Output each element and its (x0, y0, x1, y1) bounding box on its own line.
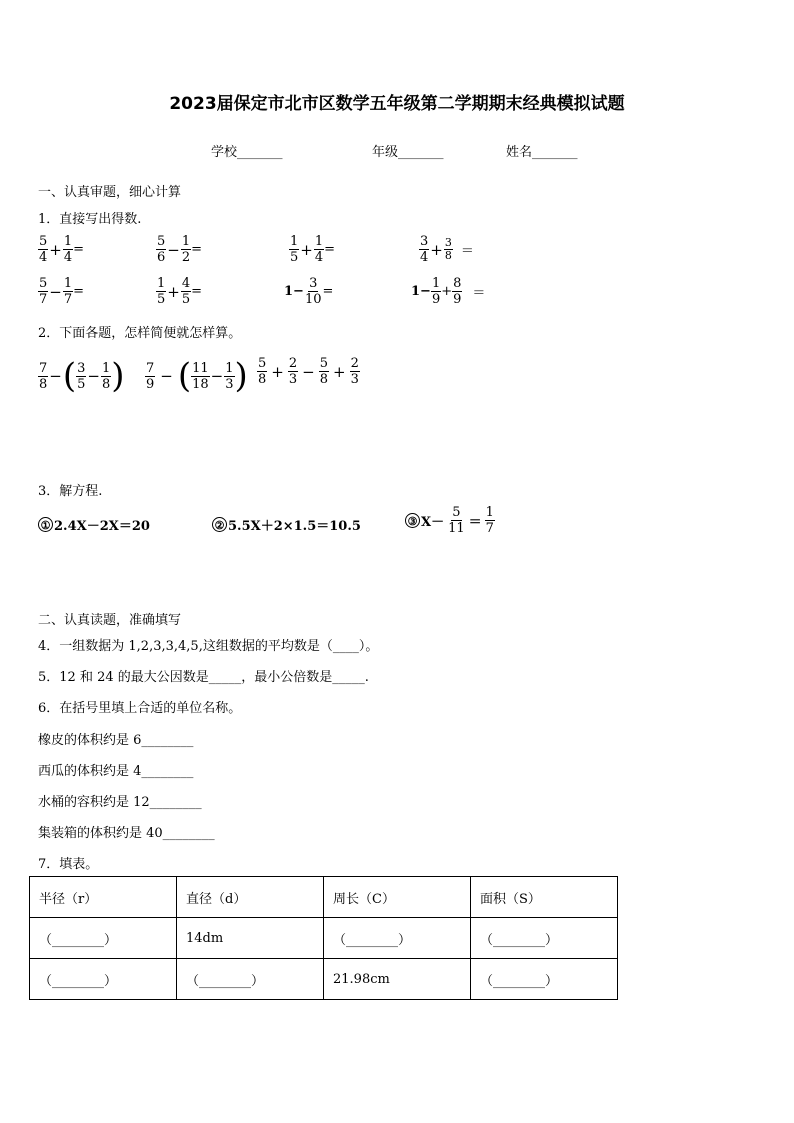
denominator: 4 (39, 250, 48, 265)
circled-number: ① (38, 517, 53, 532)
operator: − (167, 240, 180, 259)
table-cell[interactable]: （________） (324, 918, 471, 959)
denominator: 10 (304, 292, 322, 307)
denominator: 7 (39, 292, 48, 307)
table-cell[interactable]: （________） (177, 959, 324, 1000)
numerator: 1 (63, 276, 73, 291)
q1-item-3 (289, 234, 335, 265)
question-4: 4．一组数据为 1,2,3,3,4,5,这组数据的平均数是（____）。 (38, 639, 379, 654)
section2-heading: 二、认真读题，准确填写 (38, 613, 182, 628)
equation-2: ② 5.5X＋2×1.5＝10.5 (212, 515, 361, 534)
school-field[interactable]: 学校_______ (211, 145, 283, 160)
q1-item-4 (419, 234, 474, 265)
denominator: 7 (63, 292, 73, 307)
q6-item-3[interactable]: 水桶的容积约是 12________ (38, 795, 202, 810)
table-row (30, 918, 618, 959)
equals-sign: = (324, 242, 336, 257)
question-7: 7．填表。 (38, 857, 99, 872)
q2-expression-3: $\frac{5}{8}$ + $\frac{2}{3}$ − $\frac{5}{8}$ + $\frac{2}{3}$ (258, 356, 359, 387)
question-5: 5．12 和 24 的最大公因数是_____，最小公倍数是_____. (38, 670, 369, 685)
table-cell[interactable]: （________） (30, 959, 177, 1000)
equals-sign: = (191, 284, 203, 299)
equals-sign: ＝ (460, 244, 474, 259)
table-header-row (30, 877, 618, 918)
denominator: 9 (453, 292, 462, 307)
table-cell: 21.98cm (324, 959, 471, 1000)
numerator: 3 (444, 236, 452, 249)
numerator: 1 (314, 234, 324, 249)
denominator: 6 (157, 250, 166, 265)
q6-item-1[interactable]: 橡皮的体积约是 6________ (38, 733, 194, 748)
name-field[interactable]: 姓名_______ (506, 145, 578, 160)
q2-expression-1: $\frac{7}{8}$ − ( $\frac{3}{5}$ − $\frac{1}{8}$ ) (39, 356, 125, 396)
q1-item-5 (38, 276, 84, 307)
equals-sign: = (322, 284, 334, 299)
operator: + (430, 240, 443, 259)
table-cell[interactable]: （________） (30, 918, 177, 959)
denominator: 4 (420, 250, 429, 265)
denominator: 9 (431, 292, 441, 307)
operator: − (49, 282, 62, 301)
denominator: 5 (290, 250, 299, 265)
operator: + (167, 282, 180, 301)
operator: + (49, 240, 62, 259)
section1-heading: 一、认真审题，细心计算 (38, 185, 182, 200)
prefix: 1− (284, 284, 304, 299)
equation-1: ① 2.4X－2X＝20 (38, 515, 150, 534)
numerator: 5 (39, 234, 48, 249)
question-3: 3．解方程. (38, 484, 103, 499)
circle-table (29, 876, 618, 1000)
question-1: 1．直接写出得数. (38, 212, 142, 227)
grade-field[interactable]: 年级_______ (372, 145, 444, 160)
numerator: 8 (453, 276, 462, 291)
q1-item-1 (38, 234, 84, 265)
table-header-cell: 直径（d） (177, 877, 324, 918)
equals-sign: ＝ (472, 286, 486, 301)
q1-item-2 (156, 234, 202, 265)
numerator: 3 (420, 234, 429, 249)
numerator: 5 (157, 234, 166, 249)
table-cell: 14dm (177, 918, 324, 959)
equals-sign: = (73, 242, 85, 257)
table-header-cell: 周长（C） (324, 877, 471, 918)
equals-sign: = (73, 284, 85, 299)
prefix: 1− (411, 284, 431, 299)
table-cell[interactable]: （________） (471, 918, 618, 959)
denominator: 5 (157, 292, 166, 307)
denominator: 4 (314, 250, 324, 265)
numerator: 1 (63, 234, 73, 249)
table-header-cell: 面积（S） (471, 877, 618, 918)
q1-item-6 (156, 276, 202, 307)
circled-number: ② (212, 517, 227, 532)
numerator: 5 (39, 276, 48, 291)
question-6: 6．在括号里填上合适的单位名称。 (38, 701, 242, 716)
table-row (30, 959, 618, 1000)
table-header-cell: 半径（r） (30, 877, 177, 918)
q6-item-2[interactable]: 西瓜的体积约是 4________ (38, 764, 194, 779)
table-cell[interactable]: （________） (471, 959, 618, 1000)
q1-item-7 (284, 276, 333, 307)
question-2: 2．下面各题，怎样简便就怎样算。 (38, 326, 242, 341)
numerator: 1 (181, 234, 191, 249)
numerator: 1 (157, 276, 166, 291)
circled-number: ③ (405, 513, 420, 528)
equals-sign: = (191, 242, 203, 257)
denominator: 4 (63, 250, 73, 265)
denominator: 2 (181, 250, 191, 265)
operator: + (441, 284, 453, 299)
numerator: 1 (431, 276, 441, 291)
operator: + (300, 240, 313, 259)
q2-expression-2: $\frac{7}{9}$ − ( $\frac{11}{18}$ − $\frac{1}{3}$ ) (146, 356, 248, 396)
q6-item-4[interactable]: 集装箱的体积约是 40________ (38, 826, 215, 841)
numerator: 1 (290, 234, 299, 249)
q1-item-8 (411, 276, 485, 307)
denominator: 8 (444, 249, 452, 262)
page-title: 2023届保定市北市区数学五年级第二学期期末经典模拟试题 (169, 94, 625, 114)
numerator: 4 (181, 276, 191, 291)
numerator: 3 (309, 276, 318, 291)
equation-3: ③ X－ $\frac{5}{11}$ ＝ $\frac{1}{7}$ (405, 505, 495, 536)
denominator: 5 (181, 292, 191, 307)
